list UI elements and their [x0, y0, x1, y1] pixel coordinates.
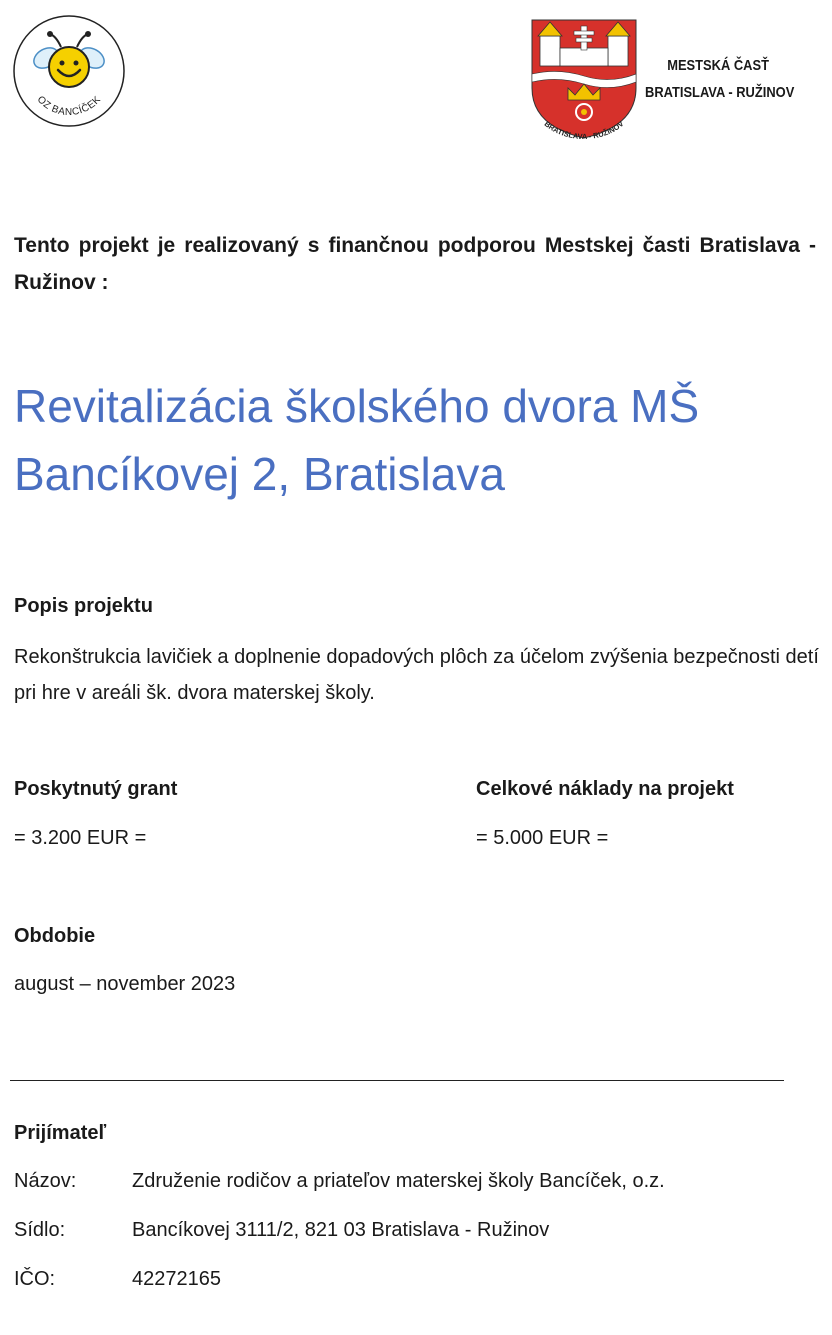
- description-heading: Popis projektu: [14, 595, 153, 617]
- period-value: august – november 2023: [14, 973, 236, 995]
- municipality-line-1: MESTSKÁ ČASŤ: [667, 57, 769, 74]
- coat-of-arms-icon: [528, 18, 640, 150]
- left-logo-text: OZ BANCÍČEK: [34, 94, 104, 119]
- recipient-heading: Prijímateľ: [14, 1122, 107, 1144]
- ruzinov-coat-of-arms: [528, 18, 640, 150]
- divider: [10, 1080, 784, 1081]
- description-text: Rekonštrukcia lavičiek a doplnenie dopadových plôch za účelom zvýšenia bezpečnosti detí pri hre v areáli šk. dvora materskej školy.: [14, 646, 819, 704]
- recipient-row-ico: [14, 1264, 221, 1294]
- project-title-line-2: Bancíkovej 2, Bratislava: [14, 448, 505, 500]
- right-logo-text: BRATISLAVA - RUŽINOV: [542, 119, 626, 142]
- project-title: [14, 372, 829, 508]
- recipient-label: Sídlo:: [14, 1219, 66, 1241]
- period-heading: Obdobie: [14, 925, 96, 947]
- grant-heading: Poskytnutý grant: [14, 778, 178, 800]
- recipient-row-address: [14, 1215, 549, 1245]
- bee-icon: [12, 14, 126, 128]
- municipality-line-2: BRATISLAVA - RUŽINOV: [645, 84, 795, 101]
- recipient-label: IČO:: [14, 1268, 56, 1290]
- recipient-value: 42272165: [132, 1268, 221, 1290]
- municipality-name: [645, 52, 795, 106]
- funding-intro: Tento projekt je realizovaný s finančnou podporou Mestskej časti Bratislava - Ružinov :: [14, 234, 816, 294]
- grant-value: = 3.200 EUR =: [14, 827, 147, 849]
- project-title-line-1: Revitalizácia školského dvora MŠ: [14, 380, 700, 432]
- recipient-row-name: [14, 1166, 665, 1196]
- oz-bancicek-logo: [12, 14, 126, 128]
- total-costs-value: = 5.000 EUR =: [476, 827, 609, 849]
- recipient-label: Názov:: [14, 1170, 77, 1192]
- total-costs-heading: Celkové náklady na projekt: [476, 778, 734, 800]
- recipient-value: Bancíkovej 3111/2, 821 03 Bratislava - Ružinov: [132, 1219, 550, 1241]
- recipient-value: Združenie rodičov a priateľov materskej školy Bancíček, o.z.: [132, 1170, 665, 1192]
